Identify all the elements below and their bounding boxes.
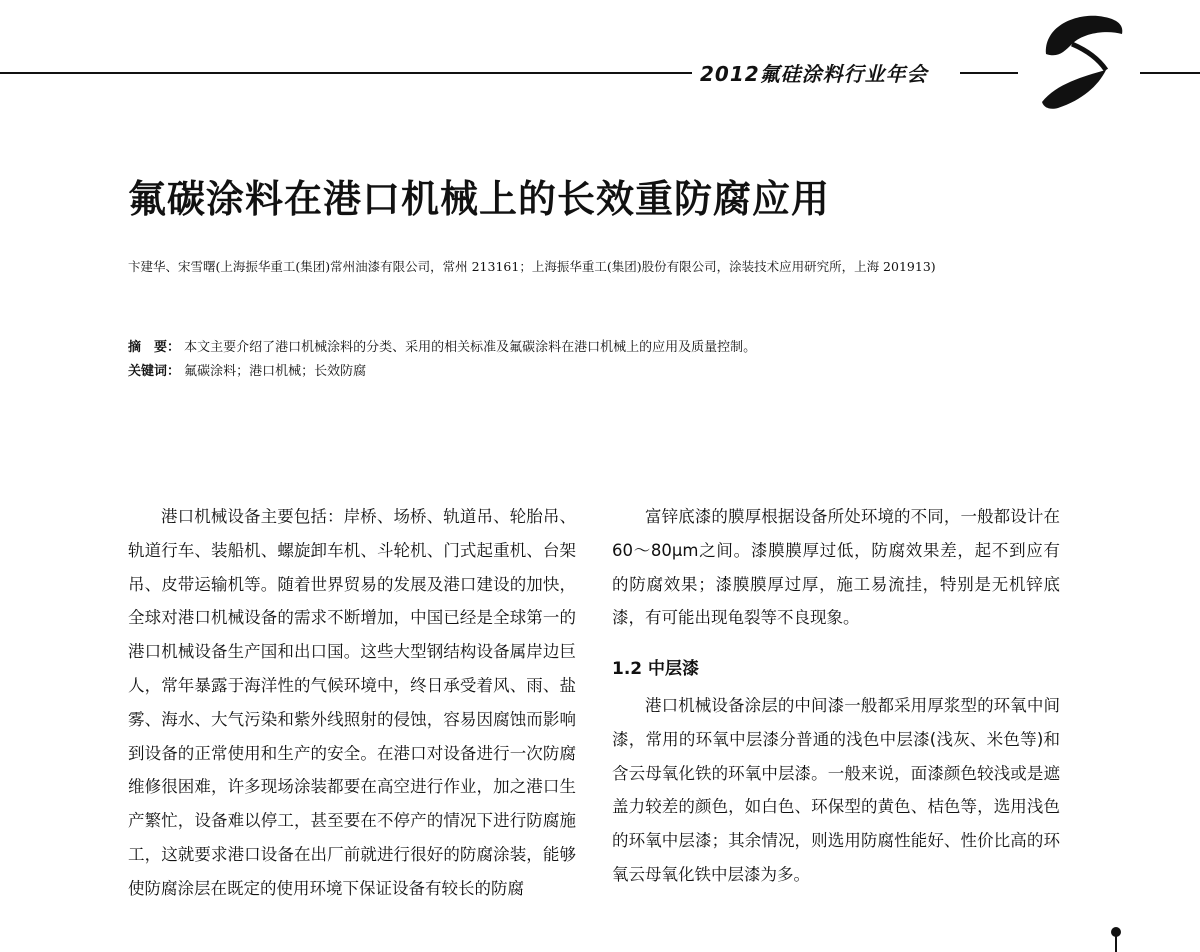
abstract bbox=[128, 336, 756, 355]
body-paragraph: 港口机械设备主要包括：岸桥、场桥、轨道吊、轮胎吊、轨道行车、装船机、螺旋卸车机、斗轮机、门式起重机、台架吊、皮带运输机等。随着世界贸易的发展及港口建设的加快，全球对港口机械设备的需求不断增加，中国已经是全球第一的港口机械设备生产国和出口国。这些大型钢结构设备属岸边巨人，常年暴露于海洋性的气候环境中，终日承受着风、雨、盐雾、海水、大气污染和紫外线照射的侵蚀，容易因腐蚀而影响到设备的正常使用和生产的安全。在港口对设备进行一次防腐维修很困难，许多现场涂装都要在高空进行作业，加之港口生产繁忙，设备难以停工，甚至要在不停产的情况下进行防腐施工，这就要求港口设备在出厂前就进行很好的防腐涂装，能够使防腐涂层在既定的使用环境下保证设备有较长的防腐 bbox=[128, 507, 576, 898]
header-rule-left bbox=[0, 72, 692, 74]
body-column-right bbox=[612, 500, 1060, 892]
running-header-title: 2012氟硅涂料行业年会 bbox=[700, 62, 928, 86]
abstract-text: 本文主要介绍了港口机械涂料的分类、采用的相关标准及氟碳涂料在港口机械上的应用及质量控制。 bbox=[184, 340, 757, 355]
page-marker-icon bbox=[1110, 926, 1122, 952]
body-column-left bbox=[128, 500, 576, 906]
section-heading: 1.2 中层漆 bbox=[612, 659, 700, 680]
body-paragraph: 富锌底漆的膜厚根据设备所处环境的不同，一般都设计在60～80μm之间。漆膜膜厚过低，防腐效果差，起不到应有的防腐效果；漆膜膜厚过厚，施工易流挂，特别是无机锌底漆，有可能出现龟裂等不良现象。 bbox=[612, 507, 1060, 628]
keywords-label: 关键词： bbox=[128, 364, 181, 379]
author-affiliations: 卞建华、宋雪曙(上海振华重工(集团)常州油漆有限公司，常州 213161；上海振华重工(集团)股份有限公司，涂装技术应用研究所，上海 201913) bbox=[128, 259, 936, 274]
abstract-label: 摘 要： bbox=[128, 340, 181, 355]
conference-logo-icon bbox=[1028, 10, 1128, 128]
keywords bbox=[128, 360, 366, 379]
keywords-text: 氟碳涂料；港口机械；长效防腐 bbox=[184, 364, 367, 379]
body-paragraph: 港口机械设备涂层的中间漆一般都采用厚浆型的环氧中间漆，常用的环氧中层漆分普通的浅色中层漆(浅灰、米色等)和含云母氧化铁的环氧中层漆。一般来说，面漆颜色较浅或是遮盖力较差的颜色，如白色、环保型的黄色、桔色等，选用浅色的环氧中层漆；其余情况，则选用防腐性能好、性价比高的环氧云母氧化铁中层漆为多。 bbox=[612, 695, 1060, 884]
header-rule-right bbox=[1140, 72, 1200, 74]
paper-title: 氟碳涂料在港口机械上的长效重防腐应用 bbox=[128, 177, 831, 221]
header-rule-middle bbox=[960, 72, 1018, 74]
